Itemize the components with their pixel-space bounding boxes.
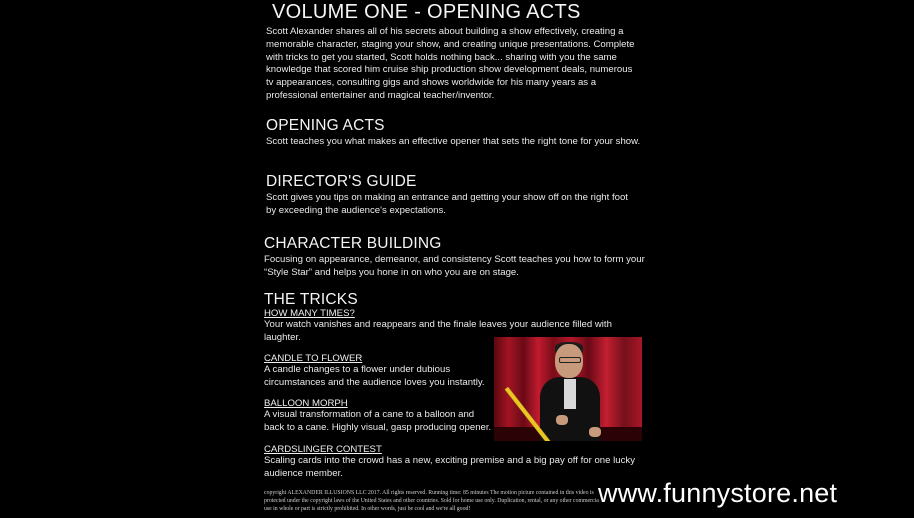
trick-name: BALLOON MORPH bbox=[264, 398, 348, 409]
trick-description: A candle changes to a flower under dubious circumstances and the audience loves you instantly. bbox=[264, 364, 485, 388]
watermark: www.funnystore.net bbox=[598, 478, 838, 508]
page-title: VOLUME ONE - OPENING ACTS bbox=[272, 1, 581, 23]
section-heading-directors-guide: DIRECTOR'S GUIDE bbox=[266, 173, 417, 190]
performer-photo bbox=[494, 337, 642, 441]
section-heading-opening-acts: OPENING ACTS bbox=[266, 117, 385, 134]
trick-name: HOW MANY TIMES? bbox=[264, 308, 355, 319]
tricks-heading: THE TRICKS bbox=[264, 291, 358, 308]
intro-paragraph: Scott Alexander shares all of his secrets about building a show effectively, creating a memorable character, staging your show, and creating unique presentations. Complete with tricks to get you started, Scott holds nothing back... sharing with you the same knowledge that scored him cruise ship production show development deals, numerous tv appearances, consulting gigs and shows worldwide for his many years as a professional entertainer and magical teacher/inventor. bbox=[266, 26, 635, 101]
section-heading-character-building: CHARACTER BUILDING bbox=[264, 235, 442, 252]
trick-name: CANDLE TO FLOWER bbox=[264, 353, 363, 364]
trick-name: CARDSLINGER CONTEST bbox=[264, 444, 382, 455]
section-text-opening-acts: Scott teaches you what makes an effective opener that sets the right tone for your show. bbox=[266, 136, 641, 147]
trick-description: A visual transformation of a cane to a balloon and back to a cane. Highly visual, gasp producing opener. bbox=[264, 409, 492, 433]
trick-description: Scaling cards into the crowd has a new, exciting premise and a big pay off for one lucky audience member. bbox=[264, 455, 635, 479]
trick-description: Your watch vanishes and reappears and the finale leaves your audience filled with laughter. bbox=[264, 319, 612, 343]
section-text-character-building: Focusing on appearance, demeanor, and consistency Scott teaches you how to form your “Style Star” and helps you hone in on who you are on stage. bbox=[264, 254, 645, 278]
copyright-notice: copyright ALEXANDER ILLUSIONS LLC 2017. All rights reserved. Running time: 85 minutes The motion picture contained in this video is protected under the copyright laws of the United States and other countries. Sold for home use only. Duplication, rental, or any other commercial use in whole or part is strictly prohibited. In other words, just be cool and we're all good! bbox=[264, 490, 601, 512]
section-text-directors-guide: Scott gives you tips on making an entrance and getting your show off on the right foot by exceeding the audience's expectations. bbox=[266, 192, 628, 216]
